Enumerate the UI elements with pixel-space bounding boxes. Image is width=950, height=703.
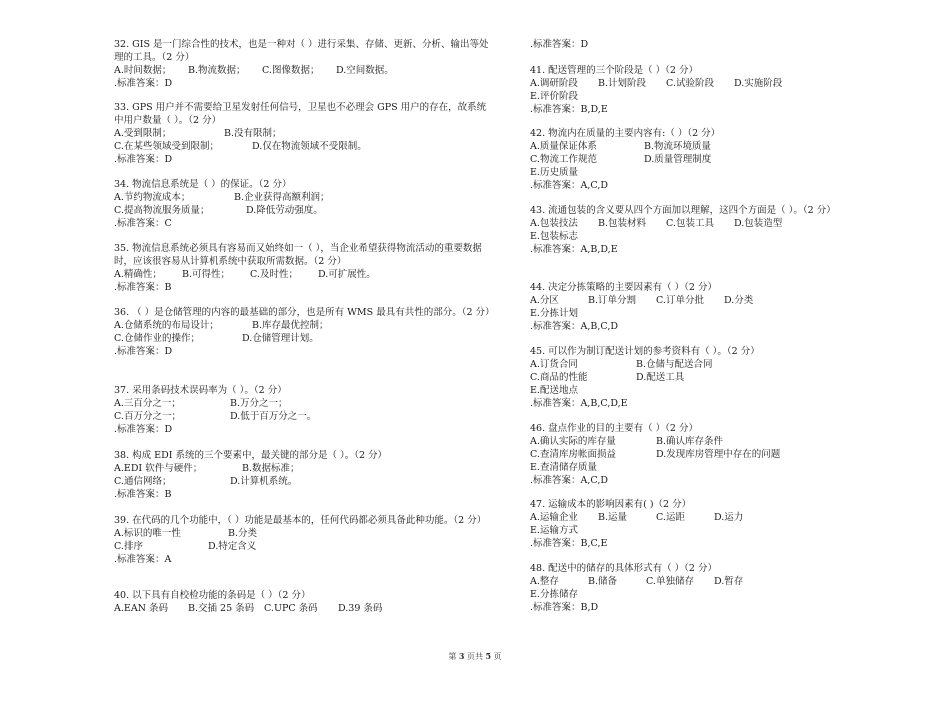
option-row [114, 602, 494, 615]
option-a: A.质量保证体系 [530, 141, 597, 153]
option-c: C.运距 [656, 512, 685, 524]
answer: .标准答案：B [114, 282, 172, 294]
option-row [114, 410, 494, 423]
option-d: D.运力 [714, 512, 744, 524]
question-stem: 44. 决定分拣策略的主要因素有（ ）（2 分） [530, 282, 717, 293]
question-45 [530, 345, 860, 410]
question-stem: 45. 可以作为制订配送计划的参考资料有（ ）。（2 分） [530, 346, 760, 357]
option-d: D.降低劳动强度。 [246, 205, 323, 217]
total-page-number: 5 [485, 651, 492, 661]
answer: .标准答案：D [114, 424, 173, 436]
footer-prefix: 第 [448, 652, 459, 661]
footer-middle: 页共 [464, 652, 486, 661]
question-34 [114, 178, 494, 230]
option-a: A.EDI 软件与硬件； [114, 463, 203, 475]
option-c: C.图像数据； [262, 65, 320, 77]
option-e: E.包装标志 [530, 231, 578, 243]
option-row [530, 307, 860, 320]
question-43 [530, 204, 860, 256]
option-b: B.数据标准； [242, 463, 300, 475]
option-b: B.库存最优控制； [252, 320, 329, 332]
question-stem: 47. 运输成本的影响因素有( )（2 分） [530, 499, 692, 510]
answer: .标准答案：B,D [530, 602, 599, 614]
option-a: A.精确性； [114, 269, 162, 281]
option-row [530, 575, 860, 588]
option-row [530, 77, 860, 90]
option-c: C.单独储存 [646, 576, 694, 588]
question-37 [114, 384, 494, 436]
option-row [530, 371, 860, 384]
option-d: D.特定含义 [208, 541, 257, 553]
option-d: D.暂存 [714, 576, 744, 588]
option-d: D.空间数据。 [336, 65, 394, 77]
answer: .标准答案：D [114, 78, 173, 90]
option-a: A.节约物流成本； [114, 192, 191, 204]
option-d: D.发现库房管理中存在的问题 [656, 449, 781, 461]
option-c: C.物流工作规范 [530, 154, 597, 166]
question-40-answer [530, 38, 860, 51]
option-row [114, 397, 494, 410]
question-stem: 42. 物流内在质量的主要内容有:（ ）（2 分） [530, 128, 721, 139]
question-47 [530, 498, 860, 550]
option-row [530, 217, 860, 230]
option-row [114, 332, 494, 345]
option-c: C.查清库房帐面损益 [530, 449, 616, 461]
option-c: C.包装工具 [666, 218, 714, 230]
question-stem: 41. 配送管理的三个阶段是（ ）（2 分） [530, 65, 698, 76]
answer: .标准答案：A,B,C,D [530, 321, 618, 333]
option-b: B.确认库存条件 [656, 436, 724, 448]
option-d: D.计算机系统。 [230, 476, 298, 488]
option-d: D.仓储管理计划。 [242, 333, 319, 345]
option-b: B.企业获得高额利润； [234, 192, 330, 204]
option-row [530, 294, 860, 307]
question-stem: 46. 盘点作业的目的主要有（ ）（2 分） [530, 423, 698, 434]
option-a: A.整存 [530, 576, 559, 588]
option-row [530, 358, 860, 371]
option-b: B.包装材料 [598, 218, 647, 230]
option-row [530, 435, 860, 448]
option-a: A.受到限制； [114, 128, 172, 140]
option-c: C.通信网络； [114, 476, 172, 488]
option-a: A.确认实际的库存量 [530, 436, 616, 448]
option-row [530, 153, 860, 166]
option-row [530, 230, 860, 243]
option-b: B.交插 25 条码 [188, 603, 255, 615]
option-d: D.可扩展性。 [318, 269, 376, 281]
answer: .标准答案：D [114, 346, 173, 358]
question-32 [114, 38, 494, 90]
option-row [114, 191, 494, 204]
answer: .标准答案：D [530, 39, 589, 50]
option-a: A.包装技法 [530, 218, 578, 230]
question-stem: 43. 流通包装的含义要从四个方面加以理解，这四个方面是（ ）。（2 分） [530, 205, 836, 216]
option-a: A.时间数据； [114, 65, 172, 77]
option-c: C.百万分之一； [114, 411, 181, 423]
question-stem: 40. 以下具有自校检功能的条码是（ ）（2 分） [114, 590, 311, 601]
option-c: C.UPC 条码 [264, 603, 318, 615]
option-b: B.没有限制； [224, 128, 282, 140]
option-row [114, 319, 494, 332]
option-b: B.分类 [228, 528, 258, 540]
option-b: B.运量 [598, 512, 628, 524]
option-row [114, 540, 494, 553]
answer: .标准答案：D [114, 154, 173, 166]
option-row [114, 204, 494, 217]
option-row [114, 268, 494, 281]
option-b: B.可得性； [182, 269, 231, 281]
option-b: B.物流数据； [188, 65, 246, 77]
answer: .标准答案：A [114, 554, 172, 566]
option-e: E.查清储存质量 [530, 462, 597, 474]
option-e: E.历史质量 [530, 167, 578, 179]
option-row [114, 475, 494, 488]
option-row [114, 462, 494, 475]
option-e: E.分拣计划 [530, 308, 578, 320]
option-row [530, 140, 860, 153]
option-a: A.分区 [530, 295, 559, 307]
answer: .标准答案：B [114, 489, 172, 501]
option-b: B.订单分割 [588, 295, 637, 307]
option-d: D.低于百万分之一。 [230, 411, 317, 423]
option-c: C.在某些领域受到限制； [114, 141, 219, 153]
option-row [530, 588, 860, 601]
option-row [530, 511, 860, 524]
option-c: C.商品的性能 [530, 372, 588, 384]
option-e: E.运输方式 [530, 525, 578, 537]
option-row [530, 524, 860, 537]
question-stem: 37. 采用条码技术误码率为（ ）。（2 分） [114, 385, 287, 396]
option-d: D.分类 [724, 295, 754, 307]
question-stem: 38. 构成 EDI 系统的三个要素中，最关键的部分是（ ）。（2 分） [114, 450, 388, 461]
option-row [114, 140, 494, 153]
question-44 [530, 281, 860, 333]
question-stem: 33. GPS 用户并不需要给卫星发射任何信号，卫星也不必理会 GPS 用户的存在，故系统中用户数量（ ）。（2 分） [114, 102, 487, 127]
option-a: A.运输企业 [530, 512, 578, 524]
option-c: C.排序 [114, 541, 143, 553]
question-stem: 35. 物流信息系统必须具有容易而又始终如一（ ），当企业希望获得物流活动的重要数据时，应该很容易从计算机系统中获取所需数据。（2 分） [114, 243, 482, 268]
answer: .标准答案：A,B,C,D,E [530, 398, 628, 410]
answer: .标准答案：C [114, 218, 172, 230]
question-39 [114, 514, 494, 566]
option-a: A.三百分之一； [114, 398, 181, 410]
option-d: D.配送工具 [636, 372, 685, 384]
question-stem: 32. GIS 是一门综合性的技术，也是一种对（ ）进行采集、存储、更新、分析、输出等处理的工具。（2 分） [114, 39, 489, 64]
answer: .标准答案：A,C,D [530, 475, 608, 487]
option-row [530, 448, 860, 461]
question-48 [530, 562, 860, 614]
question-41 [530, 64, 860, 116]
option-b: B.万分之一； [230, 398, 288, 410]
option-d: D.实施阶段 [734, 78, 783, 90]
option-c: C.订单分批 [656, 295, 704, 307]
option-c: C.及时性； [250, 269, 298, 281]
option-row [530, 384, 860, 397]
option-b: B.储备 [588, 576, 618, 588]
page-footer [0, 651, 950, 662]
current-page-number: 3 [458, 651, 465, 661]
option-a: A.订货合同 [530, 359, 578, 371]
option-row [530, 166, 860, 179]
question-40 [114, 589, 494, 615]
answer: .标准答案：B,C,E [530, 538, 608, 550]
option-b: B.物流环境质量 [644, 141, 712, 153]
question-42 [530, 127, 860, 192]
option-b: B.仓储与配送合同 [636, 359, 713, 371]
option-a: A.仓储系统的布局设计； [114, 320, 219, 332]
question-stem: 34. 物流信息系统是（ ）的保证。（2 分） [114, 179, 292, 190]
option-row [530, 461, 860, 474]
option-row [114, 127, 494, 140]
option-b: B.计划阶段 [598, 78, 647, 90]
question-stem: 39. 在代码的几个功能中，（ ）功能是最基本的，任何代码都必须具备此种功能。（2 分） [114, 515, 487, 526]
option-row [114, 64, 494, 77]
option-e: E.配送地点 [530, 385, 578, 397]
question-stem: 48. 配送中的储存的具体形式有（ ）（2 分） [530, 563, 717, 574]
answer: .标准答案：B,D,E [530, 104, 608, 116]
option-c: C.仓储作业的操作； [114, 333, 200, 345]
option-row [530, 90, 860, 103]
option-c: C.提高物流服务质量； [114, 205, 210, 217]
option-a: A.调研阶段 [530, 78, 578, 90]
question-46 [530, 422, 860, 487]
option-a: A.EAN 条码 [114, 603, 169, 615]
question-33 [114, 101, 494, 166]
option-a: A.标识的唯一性 [114, 528, 181, 540]
option-row [114, 527, 494, 540]
option-d: D.包装造型 [734, 218, 783, 230]
footer-suffix: 页 [491, 652, 502, 661]
question-35 [114, 242, 494, 294]
option-e: E.分拣储存 [530, 589, 578, 601]
option-d: D.39 条码 [338, 603, 383, 615]
option-d: D.质量管理制度 [644, 154, 712, 166]
answer: .标准答案：A,B,D,E [530, 244, 618, 256]
option-e: E.评价阶段 [530, 91, 578, 103]
option-c: C.试验阶段 [666, 78, 714, 90]
question-stem: 36. （ ）是仓储管理的内容的最基础的部分，也是所有 WMS 最具有共性的部分。（2 分） [114, 307, 495, 318]
option-d: D.仅在物流领域不受限制。 [252, 141, 367, 153]
question-36 [114, 306, 494, 358]
answer: .标准答案：A,C,D [530, 180, 608, 192]
question-38 [114, 449, 494, 501]
